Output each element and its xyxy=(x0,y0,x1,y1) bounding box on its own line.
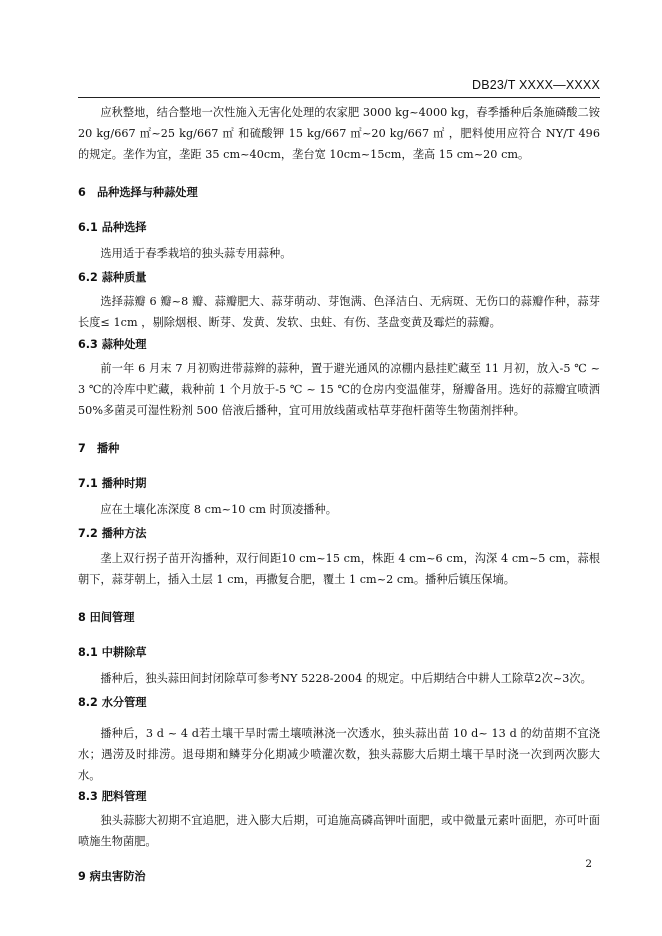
header-rule xyxy=(78,97,600,98)
subsection-heading: 8.1 中耕除草 xyxy=(78,646,147,659)
subsection-heading: 8.2 水分管理 xyxy=(78,696,147,709)
subsection-heading: 7.2 播种方法 xyxy=(78,527,147,540)
paragraph: 选择蒜瓣 6 瓣~8 瓣、蒜瓣肥大、蒜芽萌动、芽饱满、色泽洁白、无病斑、无伤口的蒜瓣作种，蒜芽长度≤ 1cm ，剔除烟根、断芽、发黄、发软、虫蛀、有伤、茎盘变黄及霉烂的蒜瓣。 xyxy=(78,295,600,329)
subsection-heading: 8.3 肥料管理 xyxy=(78,790,147,803)
paragraph: 应在土壤化冻深度 8 cm~10 cm 时顶凌播种。 xyxy=(100,503,338,516)
section-heading: 9 病虫害防治 xyxy=(78,870,146,883)
page-header: DB23/T XXXX—XXXX xyxy=(471,78,600,92)
page-number: 2 xyxy=(585,858,592,870)
paragraph: 应秋整地，结合整地一次性施入无害化处理的农家肥 3000 kg~4000 kg，春季播种后条施磷酸二铵 20 kg/667 ㎡~25 kg/667 ㎡ 和硫酸钾 15 kg/667 ㎡~20 kg/667 ㎡ ，肥料使用应符合 NY/T 496 的规定。垄作为宜，垄距 35 cm~40cm，垄台宽 10cm~15cm，垄高 15 cm~20 cm。 xyxy=(78,106,600,161)
document-body xyxy=(78,100,600,885)
paragraph: 播种后，独头蒜田间封闭除草可参考NY 5228-2004 的规定。中后期结合中耕人工除草2次~3次。 xyxy=(100,672,592,685)
paragraph: 前一年 6 月末 7 月初购进带蒜辫的蒜种，置于避光通风的凉棚内悬挂贮藏至 11 月初，放入-5 ℃ ~ 3 ℃的冷库中贮藏，栽种前 1 个月放于-5 ℃ ~ 15 ℃的仓房内变温催芽，掰瓣备用。选好的蒜瓣宜喷洒 50%多菌灵可湿性粉剂 500 倍液后播种，宜可用放线菌或枯草芽孢杆菌等生物菌剂拌种。 xyxy=(78,362,600,417)
paragraph: 垄上双行拐子苗开沟播种，双行间距10 cm~15 cm，株距 4 cm~6 cm，沟深 4 cm~5 cm，蒜根朝下，蒜芽朝上，插入土层 1 cm，再撒复合肥，覆土 1 cm~2 cm。播种后镇压保墒。 xyxy=(78,552,600,586)
subsection-heading: 6.1 品种选择 xyxy=(78,221,147,234)
section-heading: 6 品种选择与种蒜处理 xyxy=(78,186,198,199)
subsection-heading: 6.2 蒜种质量 xyxy=(78,271,147,284)
section-heading: 8 田间管理 xyxy=(78,611,135,624)
paragraph: 播种后，3 d ~ 4 d若土壤干旱时需土壤喷淋浇一次透水，独头蒜出苗 10 d~ 13 d 的幼苗期不宜浇水；遇涝及时排涝。退母期和鳞芽分化期减少喷灌次数，独头蒜膨大后期土壤干旱时浇一次到两次膨大水。 xyxy=(78,727,600,782)
subsection-heading: 6.3 蒜种处理 xyxy=(78,338,147,351)
subsection-heading: 7.1 播种时期 xyxy=(78,477,147,490)
section-heading: 7 播种 xyxy=(78,442,120,455)
paragraph: 独头蒜膨大初期不宜追肥，进入膨大后期，可追施高磷高钾叶面肥，或中微量元素叶面肥，亦可叶面喷施生物菌肥。 xyxy=(78,814,600,848)
paragraph: 选用适于春季栽培的独头蒜专用蒜种。 xyxy=(100,247,292,260)
